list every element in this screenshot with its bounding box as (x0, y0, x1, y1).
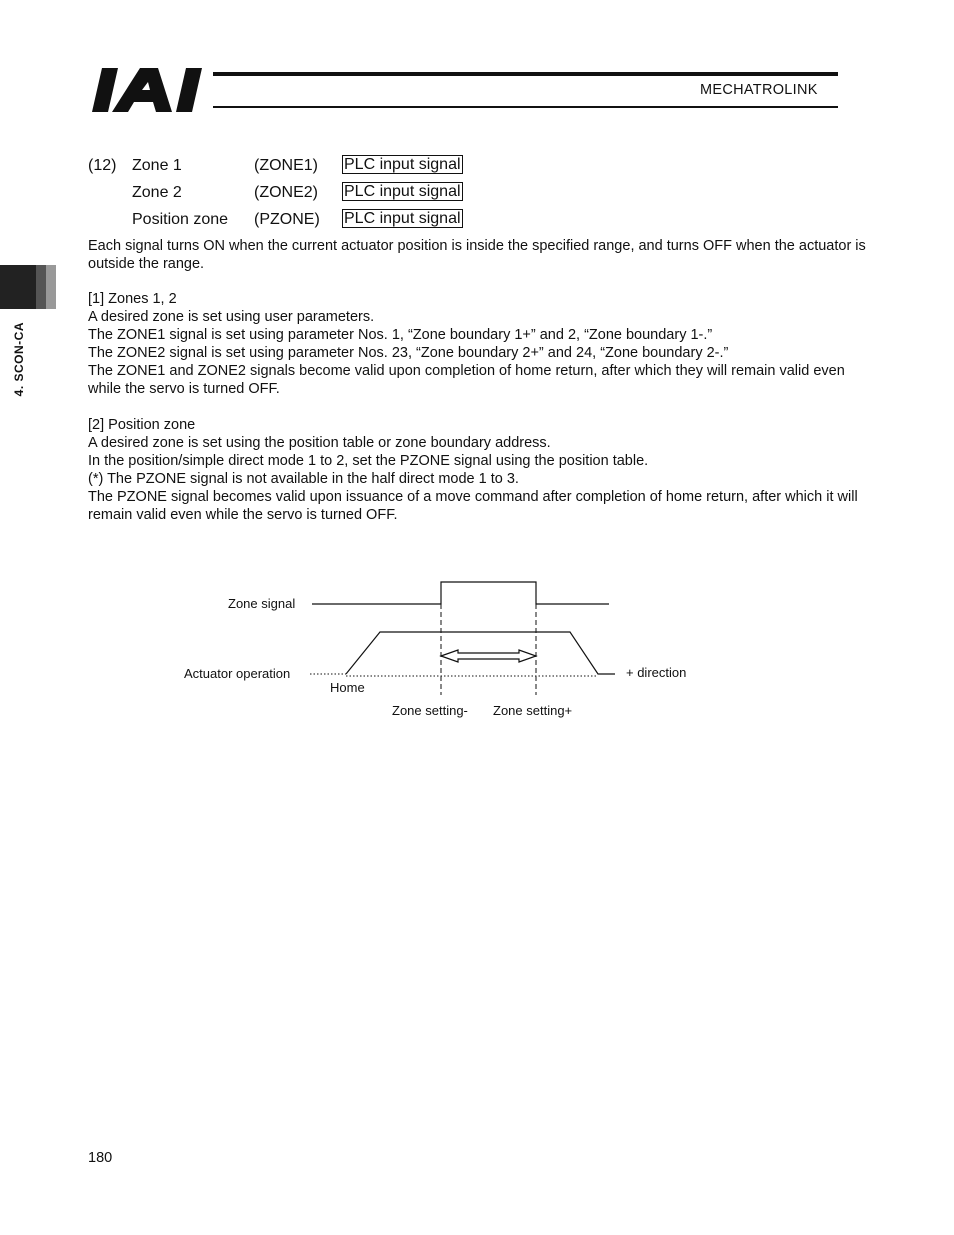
actuator-operation-label: Actuator operation (184, 666, 291, 681)
home-label: Home (330, 680, 365, 695)
zone-setting-plus-label: Zone setting+ (493, 703, 573, 718)
chapter-label: 4. SCON-CA (12, 322, 26, 397)
signal-code-zone1: (ZONE1) (254, 157, 318, 174)
zones-line: The ZONE2 signal is set using parameter Nos. 23, “Zone boundary 2+” and 24, “Zone boundary 2-.” (88, 345, 729, 361)
signal-type-pzone: PLC input signal (344, 210, 461, 227)
pzone-line: (*) The PZONE signal is not available in the half direct mode 1 to 3. (88, 471, 519, 487)
intro-paragraph: Each signal turns ON when the current actuator position is inside the specified range, and turns OFF when the actuator is outside the range. (88, 238, 866, 272)
chapter-tab-stripe-light (46, 265, 56, 309)
signal-type-zone1: PLC input signal (344, 156, 461, 173)
header-rule-bottom (213, 106, 838, 108)
section-number: (12) (88, 157, 117, 174)
zones-line: A desired zone is set using user parameters. (88, 309, 375, 325)
pzone-heading: [2] Position zone (88, 417, 196, 433)
signal-type-zone2: PLC input signal (344, 183, 461, 200)
signal-name-zone1: Zone 1 (132, 157, 182, 174)
zone-timing-diagram (0, 560, 954, 730)
signal-name-zone2: Zone 2 (132, 184, 182, 201)
iai-logo (92, 68, 208, 112)
zone-setting-minus-label: Zone setting- (392, 703, 468, 718)
page-number: 180 (88, 1150, 113, 1166)
signal-code-pzone: (PZONE) (254, 211, 320, 228)
chapter-tab (0, 265, 36, 309)
zone-range-arrow (441, 650, 536, 662)
zone-signal-waveform (312, 582, 609, 604)
header-label: MECHATROLINK (700, 82, 818, 98)
pzone-line: In the position/simple direct mode 1 to 2, set the PZONE signal using the position table. (88, 453, 649, 469)
pzone-line: The PZONE signal becomes valid upon issuance of a move command after completion of home return, after which it will remain valid even while the servo is turned OFF. (88, 489, 858, 523)
chapter-tab-stripe (36, 265, 46, 309)
pzone-line: A desired zone is set using the position table or zone boundary address. (88, 435, 551, 451)
zones-line: The ZONE1 signal is set using parameter Nos. 1, “Zone boundary 1+” and 2, “Zone boundary 1-.” (88, 327, 713, 343)
signal-code-zone2: (ZONE2) (254, 184, 318, 201)
direction-label: + direction (626, 665, 687, 680)
zones-line: The ZONE1 and ZONE2 signals become valid upon completion of home return, after which they will remain valid even while the servo is turned OFF. (88, 363, 845, 397)
header-rule-top (213, 72, 838, 76)
zones-heading: [1] Zones 1, 2 (88, 291, 177, 307)
signal-name-pzone: Position zone (132, 211, 229, 228)
zone-signal-label: Zone signal (228, 596, 296, 611)
